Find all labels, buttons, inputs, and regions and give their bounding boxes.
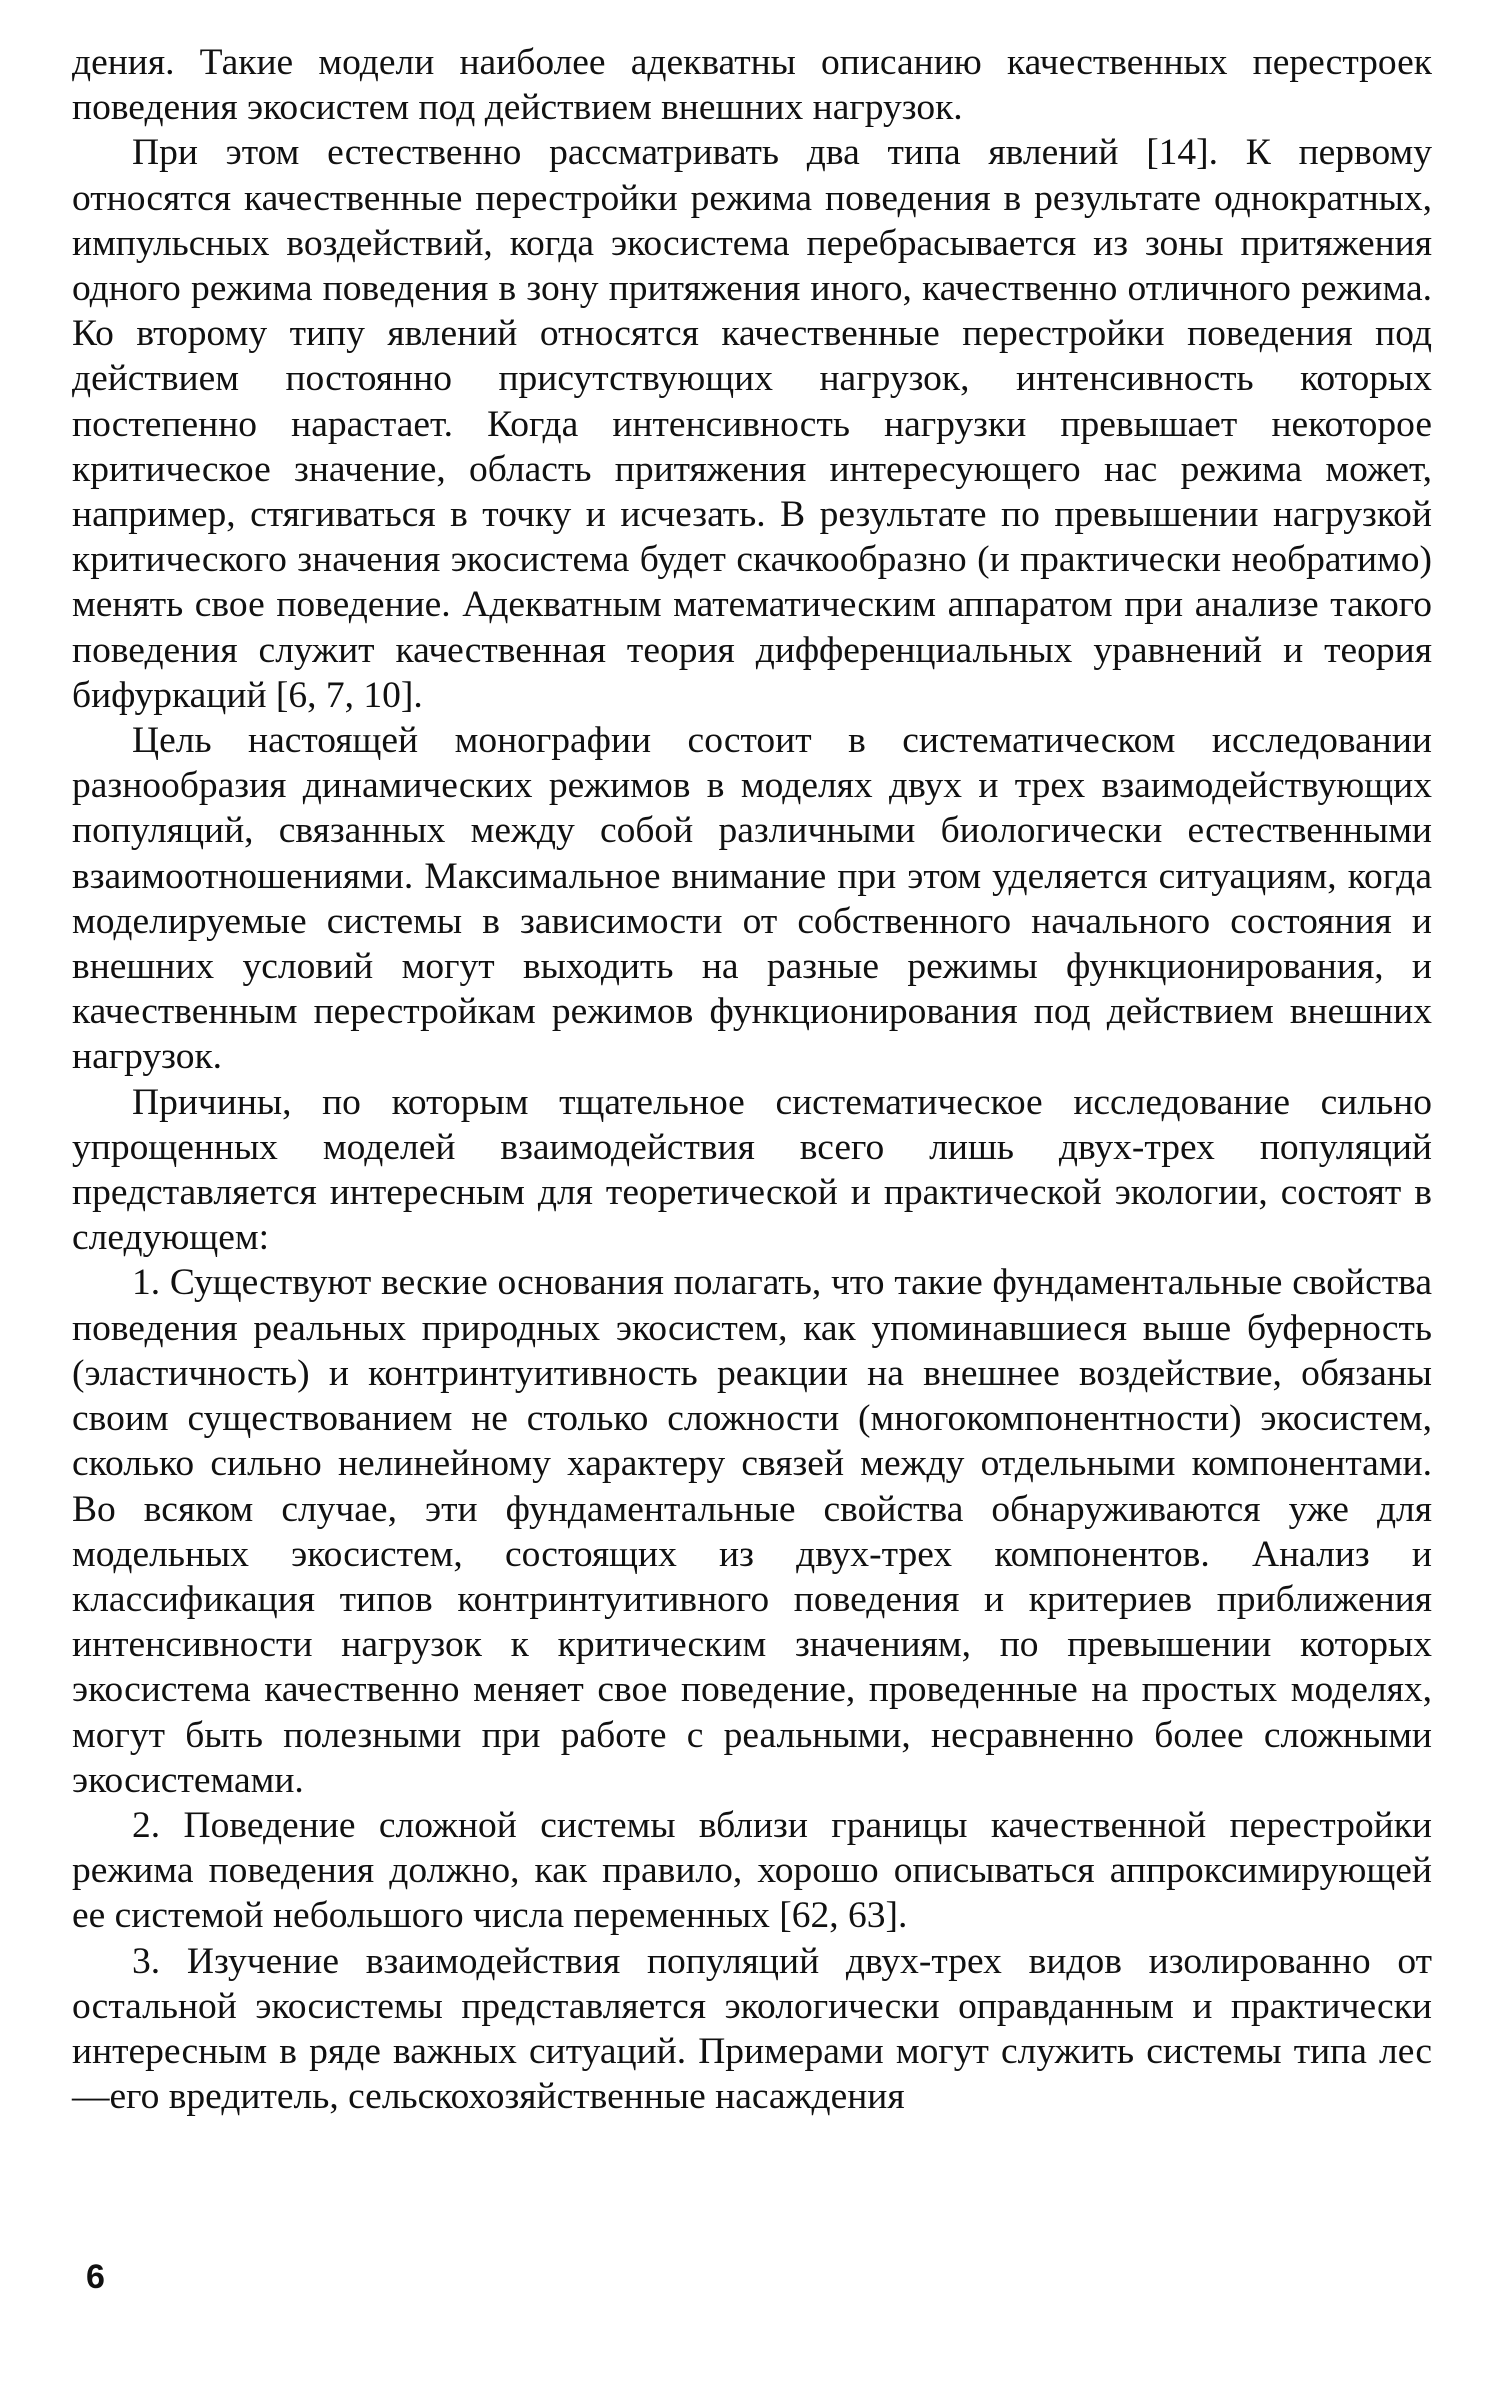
page-text <box>72 40 1432 2119</box>
page-number: 6 <box>86 2258 105 2296</box>
paragraph-monograph-goal: Цель настоящей монографии состоит в систематическом исследовании разнообразия динамических режимов в моделях двух и трех взаимодействующих популяций, связанных между собой различными биологически естественными взаимоотношениями. Максимальное внимание при этом уделяется ситуациям, когда моделируемые системы в зависимости от собственного начального состояния и внешних условий могут выходить на разные режимы функционирования, и качественным перестройкам режимов функционирования под действием внешних нагрузок. <box>72 720 1432 1078</box>
paragraph-reason-2: 2. Поведение сложной системы вблизи границы качественной перестройки режима поведения должно, как правило, хорошо описываться аппроксимирующей ее системой небольшого числа переменных [62, 63]. <box>72 1804 1432 1937</box>
paragraph-reason-1: 1. Существуют веские основания полагать, что такие фундаментальные свойства поведения реальных природных экосистем, как упоминавшиеся выше буферность (эластичность) и контринтуитивность реакции на внешнее воздействие, обязаны своим существованием не столько сложности (многокомпонентности) экосистем, сколько сильно нелинейному характеру связей между отдельными компонентами. Во всяком случае, эти фундаментальные свойства обнаруживаются уже для модельных экосистем, состоящих из двух-трех компонентов. Анализ и классификация типов контринтуитивного поведения и критериев приближения интенсивности нагрузок к критическим значениям, по превышении которых экосистема качественно меняет свое поведение, проведенные на простых моделях, могут быть полезными при работе с реальными, несравненно более сложными экосистемами. <box>72 1262 1432 1801</box>
paragraph-reasons-intro: Причины, по которым тщательное систематическое исследование сильно упрощенных моделей взаимодействия всего лишь двух-трех популяций представляется интересным для теоретической и практической экологии, состоят в следующем: <box>72 1081 1432 1259</box>
paragraph-two-phenomena: При этом естественно рассматривать два типа явлений [14]. К первому относятся качественные перестройки режима поведения в результате однократных, импульсных воздействий, когда экосистема перебрасывается из зоны притяжения одного режима поведения в зону притяжения иного, качественно отличного режима. Ко второму типу явлений относятся качественные перестройки поведения под действием постоянно присутствующих нагрузок, интенсивность которых постепенно нарастает. Когда интенсивность нагрузки превышает некоторое критическое значение, область притяжения интересующего нас режима может, например, стягиваться в точку и исчезать. В результате по превышении нагрузкой критического значения экосистема будет скачкообразно (и практически необратимо) менять свое поведение. Адекватным математическим аппаратом при анализе такого поведения служит качественная теория дифференциальных уравнений и теория бифуркаций [6, 7, 10]. <box>72 132 1432 716</box>
paragraph-continuation: дения. Такие модели наиболее адекватны описанию качественных перестроек поведения экосистем под действием внешних нагрузок. <box>72 42 1432 129</box>
paragraph-reason-3: 3. Изучение взаимодействия популяций двух-трех видов изолированно от остальной экосистемы представляется экологически оправданным и практически интересным в ряде важных ситуаций. Примерами могут служить системы типа лес—его вредитель, сельскохозяйственные насаждения <box>72 1940 1432 2118</box>
